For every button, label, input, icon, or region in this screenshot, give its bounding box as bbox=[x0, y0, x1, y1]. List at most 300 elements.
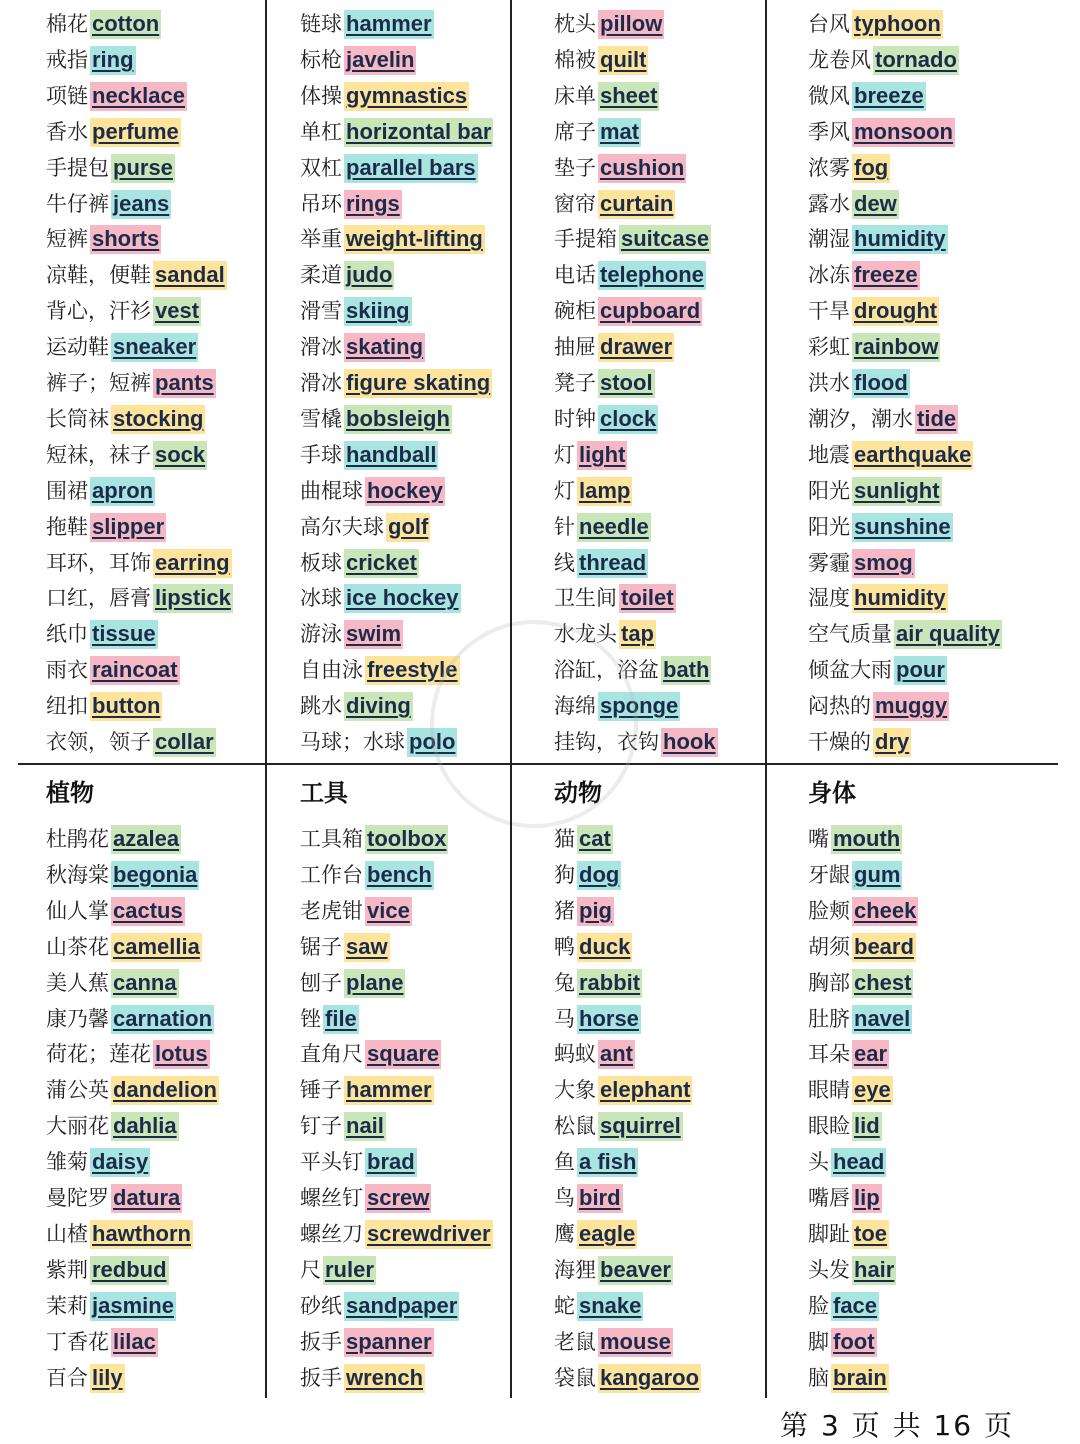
vocab-entry bbox=[300, 473, 445, 509]
english-term: hammer bbox=[344, 1076, 434, 1105]
chinese-term: 马 bbox=[554, 1006, 575, 1031]
chinese-term: 手提箱 bbox=[554, 227, 617, 252]
english-term: dew bbox=[852, 190, 899, 219]
vocab-entry bbox=[554, 1252, 673, 1288]
english-term: lotus bbox=[153, 1040, 210, 1069]
vocab-entry bbox=[554, 365, 655, 401]
english-term: pants bbox=[153, 369, 216, 398]
vocab-entry bbox=[46, 1108, 179, 1144]
chinese-term: 凉鞋，便鞋 bbox=[46, 263, 151, 288]
chinese-term: 杜鹃花 bbox=[46, 827, 109, 851]
chinese-term: 头 bbox=[808, 1150, 829, 1175]
chinese-term: 平头钉 bbox=[300, 1150, 363, 1175]
vocab-entry bbox=[300, 821, 448, 857]
vocab-entry bbox=[554, 6, 664, 42]
english-term: rainbow bbox=[852, 333, 940, 362]
chinese-term: 扳手 bbox=[300, 1329, 342, 1354]
chinese-term: 灯 bbox=[554, 442, 575, 467]
vocab-entry bbox=[554, 78, 659, 114]
chinese-term: 龙卷风 bbox=[808, 47, 871, 72]
vocab-entry bbox=[46, 857, 199, 893]
vocab-entry bbox=[46, 114, 181, 150]
vocab-entry bbox=[808, 221, 948, 257]
vocab-entry bbox=[808, 114, 955, 150]
vocab-entry bbox=[554, 401, 658, 437]
chinese-term: 香水 bbox=[46, 119, 88, 144]
vocab-entry bbox=[46, 821, 181, 857]
english-term: horse bbox=[577, 1005, 641, 1034]
vocab-entry bbox=[808, 1216, 889, 1252]
chinese-term: 口红，唇膏 bbox=[46, 586, 151, 611]
vocabulary-bottom-section bbox=[0, 765, 1080, 1400]
vocab-entry bbox=[554, 545, 648, 581]
vocab-entry bbox=[46, 1144, 150, 1180]
chinese-term: 螺丝钉 bbox=[300, 1186, 363, 1210]
chinese-term: 微风 bbox=[808, 83, 850, 108]
chinese-term: 狗 bbox=[554, 862, 575, 887]
chinese-term: 围裙 bbox=[46, 478, 88, 503]
chinese-term: 地震 bbox=[808, 442, 850, 467]
vocab-entry bbox=[554, 114, 641, 150]
english-term: cushion bbox=[598, 154, 686, 183]
chinese-term: 工具箱 bbox=[300, 827, 363, 851]
chinese-term: 柔道 bbox=[300, 263, 342, 288]
chinese-term: 冰球 bbox=[300, 586, 342, 611]
vocab-entry bbox=[46, 437, 207, 473]
vocab-entry bbox=[46, 1288, 176, 1324]
vocab-entry bbox=[808, 1252, 896, 1288]
english-term: screw bbox=[365, 1184, 431, 1213]
english-term: tap bbox=[619, 620, 656, 649]
chinese-term: 脸 bbox=[808, 1293, 829, 1318]
english-term: spanner bbox=[344, 1328, 434, 1357]
chinese-term: 阳光 bbox=[808, 514, 850, 539]
chinese-term: 仙人掌 bbox=[46, 898, 109, 923]
english-term: screwdriver bbox=[365, 1220, 493, 1249]
vocab-entry bbox=[554, 221, 711, 257]
vocab-entry bbox=[46, 221, 161, 257]
english-term: toe bbox=[852, 1220, 889, 1249]
chinese-term: 纽扣 bbox=[46, 694, 88, 719]
english-term: drawer bbox=[598, 333, 674, 362]
english-term: diving bbox=[344, 692, 413, 721]
english-term: squirrel bbox=[598, 1112, 683, 1141]
chinese-term: 眼睛 bbox=[808, 1078, 850, 1103]
vocab-entry bbox=[554, 1108, 683, 1144]
category-title: 动物 bbox=[554, 779, 602, 807]
english-term: smog bbox=[852, 549, 915, 578]
english-term: dandelion bbox=[111, 1076, 219, 1105]
vocab-entry bbox=[554, 857, 621, 893]
chinese-term: 双杠 bbox=[300, 155, 342, 180]
english-term: plane bbox=[344, 969, 405, 998]
vocab-entry bbox=[808, 616, 1002, 652]
vocab-entry bbox=[808, 857, 902, 893]
chinese-term: 肚脐 bbox=[808, 1006, 850, 1031]
english-term: lip bbox=[852, 1184, 882, 1213]
english-term: hair bbox=[852, 1256, 896, 1285]
chinese-term: 蛇 bbox=[554, 1293, 575, 1318]
chinese-term: 纸巾 bbox=[46, 622, 88, 647]
english-term: toolbox bbox=[365, 825, 448, 854]
english-term: snake bbox=[577, 1292, 643, 1321]
vocab-entry bbox=[46, 473, 155, 509]
english-term: tissue bbox=[90, 620, 158, 649]
english-term: elephant bbox=[598, 1076, 692, 1105]
english-term: weight-lifting bbox=[344, 225, 485, 254]
chinese-term: 棉花 bbox=[46, 12, 88, 36]
english-term: earthquake bbox=[852, 441, 973, 470]
english-term: gum bbox=[852, 861, 902, 890]
vocab-entry bbox=[808, 509, 953, 545]
chinese-term: 自由泳 bbox=[300, 658, 363, 683]
chinese-term: 鸭 bbox=[554, 934, 575, 959]
vocab-entry bbox=[554, 293, 702, 329]
vocab-entry bbox=[554, 580, 676, 616]
vocab-entry bbox=[808, 1288, 879, 1324]
vocab-entry bbox=[300, 1324, 434, 1360]
english-term: apron bbox=[90, 477, 155, 506]
chinese-term: 耳朵 bbox=[808, 1042, 850, 1067]
chinese-term: 胡须 bbox=[808, 934, 850, 959]
english-term: lamp bbox=[577, 477, 632, 506]
vocab-entry bbox=[300, 437, 438, 473]
vocab-entry bbox=[300, 329, 425, 365]
english-term: ant bbox=[598, 1040, 635, 1069]
vocab-entry bbox=[300, 509, 430, 545]
vocab-entry bbox=[46, 509, 166, 545]
english-term: jeans bbox=[111, 190, 171, 219]
bottom-column bbox=[526, 765, 780, 1400]
english-term: file bbox=[323, 1005, 359, 1034]
english-term: button bbox=[90, 692, 162, 721]
english-term: hammer bbox=[344, 10, 434, 39]
english-term: sneaker bbox=[111, 333, 198, 362]
chinese-term: 钉子 bbox=[300, 1114, 342, 1139]
chinese-term: 曲棍球 bbox=[300, 478, 363, 503]
chinese-term: 锯子 bbox=[300, 934, 342, 959]
vocab-entry bbox=[46, 401, 205, 437]
chinese-term: 干燥的 bbox=[808, 730, 871, 754]
english-term: lid bbox=[852, 1112, 882, 1141]
english-term: golf bbox=[386, 513, 430, 542]
chinese-term: 康乃馨 bbox=[46, 1006, 109, 1031]
english-term: light bbox=[577, 441, 627, 470]
english-term: muggy bbox=[873, 692, 949, 721]
chinese-term: 扳手 bbox=[300, 1365, 342, 1390]
chinese-term: 棉被 bbox=[554, 47, 596, 72]
chinese-term: 窗帘 bbox=[554, 191, 596, 216]
english-term: freeze bbox=[852, 261, 920, 290]
vocab-entry bbox=[554, 1001, 641, 1037]
vocab-entry bbox=[808, 1001, 912, 1037]
chinese-term: 海狸 bbox=[554, 1257, 596, 1282]
english-term: bath bbox=[661, 656, 711, 685]
column-divider bbox=[765, 0, 767, 764]
chinese-term: 脚趾 bbox=[808, 1221, 850, 1246]
english-term: gymnastics bbox=[344, 82, 469, 111]
english-term: navel bbox=[852, 1005, 912, 1034]
chinese-term: 尺 bbox=[300, 1257, 321, 1282]
chinese-term: 床单 bbox=[554, 83, 596, 108]
chinese-term: 垫子 bbox=[554, 155, 596, 180]
vocab-entry bbox=[554, 1144, 638, 1180]
category-title: 身体 bbox=[808, 779, 856, 807]
english-term: toilet bbox=[619, 584, 676, 613]
english-term: sandpaper bbox=[344, 1292, 459, 1321]
chinese-term: 马球；水球 bbox=[300, 730, 405, 754]
chinese-term: 刨子 bbox=[300, 970, 342, 995]
vocab-entry bbox=[300, 1144, 417, 1180]
vocab-entry bbox=[554, 329, 674, 365]
vocab-entry bbox=[300, 6, 434, 42]
vocab-entry bbox=[554, 473, 632, 509]
chinese-term: 浴缸，浴盆 bbox=[554, 658, 659, 683]
english-term: daisy bbox=[90, 1148, 150, 1177]
chinese-term: 短裤 bbox=[46, 227, 88, 252]
chinese-term: 潮湿 bbox=[808, 227, 850, 252]
chinese-term: 短袜，袜子 bbox=[46, 442, 151, 467]
vocab-entry bbox=[300, 893, 412, 929]
chinese-term: 猫 bbox=[554, 827, 575, 851]
vocab-entry bbox=[554, 1216, 637, 1252]
category-title: 工具 bbox=[300, 779, 348, 807]
chinese-term: 雨衣 bbox=[46, 658, 88, 683]
chinese-term: 游泳 bbox=[300, 622, 342, 647]
english-term: eagle bbox=[577, 1220, 637, 1249]
vocab-entry bbox=[46, 329, 198, 365]
vocab-entry bbox=[808, 580, 948, 616]
english-term: foot bbox=[831, 1328, 877, 1357]
english-term: earring bbox=[153, 549, 232, 578]
vocab-entry bbox=[46, 42, 136, 78]
chinese-term: 鸟 bbox=[554, 1186, 575, 1210]
column-divider bbox=[510, 765, 512, 1398]
chinese-term: 脚 bbox=[808, 1329, 829, 1354]
english-term: handball bbox=[344, 441, 438, 470]
chinese-term: 拖鞋 bbox=[46, 514, 88, 539]
vocab-entry bbox=[46, 929, 202, 965]
vocab-entry bbox=[554, 1324, 673, 1360]
chinese-term: 线 bbox=[554, 550, 575, 575]
chinese-term: 丁香花 bbox=[46, 1329, 109, 1354]
vocab-entry bbox=[46, 1180, 182, 1216]
english-term: dahlia bbox=[111, 1112, 179, 1141]
chinese-term: 标枪 bbox=[300, 47, 342, 72]
english-term: brain bbox=[831, 1364, 889, 1393]
vocab-entry bbox=[46, 545, 232, 581]
english-term: chest bbox=[852, 969, 913, 998]
chinese-term: 大象 bbox=[554, 1078, 596, 1103]
chinese-term: 空气质量 bbox=[808, 622, 892, 647]
bottom-column bbox=[780, 765, 1034, 1400]
english-term: typhoon bbox=[852, 10, 943, 39]
english-term: duck bbox=[577, 933, 632, 962]
vocab-entry bbox=[300, 1180, 431, 1216]
english-term: suitcase bbox=[619, 225, 711, 254]
chinese-term: 针 bbox=[554, 514, 575, 539]
vocab-entry bbox=[808, 965, 913, 1001]
category-title: 植物 bbox=[46, 779, 94, 807]
chinese-term: 眼睑 bbox=[808, 1114, 850, 1139]
english-term: needle bbox=[577, 513, 651, 542]
chinese-term: 单杠 bbox=[300, 119, 342, 144]
english-term: cheek bbox=[852, 897, 918, 926]
vocab-entry bbox=[46, 1072, 219, 1108]
chinese-term: 抽屉 bbox=[554, 335, 596, 360]
bottom-column bbox=[18, 765, 272, 1400]
english-term: curtain bbox=[598, 190, 675, 219]
english-term: cotton bbox=[90, 10, 161, 39]
vocab-entry bbox=[808, 724, 911, 760]
chinese-term: 季风 bbox=[808, 119, 850, 144]
chinese-term: 山楂 bbox=[46, 1221, 88, 1246]
english-term: redbud bbox=[90, 1256, 169, 1285]
english-term: skiing bbox=[344, 297, 412, 326]
english-term: tornado bbox=[873, 46, 959, 75]
vocab-entry bbox=[46, 257, 227, 293]
english-term: beard bbox=[852, 933, 916, 962]
chinese-term: 卫生间 bbox=[554, 586, 617, 611]
chinese-term: 袋鼠 bbox=[554, 1365, 596, 1390]
chinese-term: 板球 bbox=[300, 550, 342, 575]
english-term: hockey bbox=[365, 477, 445, 506]
english-term: datura bbox=[111, 1184, 182, 1213]
english-term: vice bbox=[365, 897, 412, 926]
chinese-term: 台风 bbox=[808, 12, 850, 36]
chinese-term: 工作台 bbox=[300, 862, 363, 887]
english-term: dog bbox=[577, 861, 621, 890]
english-term: kangaroo bbox=[598, 1364, 701, 1393]
chinese-term: 链球 bbox=[300, 12, 342, 36]
vocab-entry bbox=[300, 616, 403, 652]
top-column bbox=[780, 0, 1034, 765]
vocab-entry bbox=[554, 893, 614, 929]
vocab-entry bbox=[808, 1324, 877, 1360]
chinese-term: 砂纸 bbox=[300, 1293, 342, 1318]
chinese-term: 嘴唇 bbox=[808, 1186, 850, 1210]
watermark-seal bbox=[430, 620, 638, 828]
english-term: raincoat bbox=[90, 656, 180, 685]
vocab-entry bbox=[300, 688, 413, 724]
vocab-entry bbox=[808, 893, 918, 929]
chinese-term: 湿度 bbox=[808, 586, 850, 611]
bottom-column bbox=[272, 765, 526, 1400]
english-term: flood bbox=[852, 369, 910, 398]
vocab-entry bbox=[808, 821, 902, 857]
chinese-term: 直角尺 bbox=[300, 1042, 363, 1067]
chinese-term: 老虎钳 bbox=[300, 898, 363, 923]
vocab-entry bbox=[46, 688, 162, 724]
english-term: ice hockey bbox=[344, 584, 461, 613]
vocab-entry bbox=[808, 42, 959, 78]
vocab-entry bbox=[554, 965, 642, 1001]
english-term: bobsleigh bbox=[344, 405, 452, 434]
chinese-term: 背心，汗衫 bbox=[46, 299, 151, 324]
vocab-entry bbox=[46, 1252, 169, 1288]
chinese-term: 秋海棠 bbox=[46, 862, 109, 887]
chinese-term: 倾盆大雨 bbox=[808, 658, 892, 683]
chinese-term: 滑雪 bbox=[300, 299, 342, 324]
english-term: telephone bbox=[598, 261, 706, 290]
chinese-term: 雏菊 bbox=[46, 1150, 88, 1175]
chinese-term: 枕头 bbox=[554, 12, 596, 36]
vocab-entry bbox=[808, 1036, 889, 1072]
vocab-entry bbox=[300, 545, 419, 581]
english-term: bird bbox=[577, 1184, 623, 1213]
english-term: slipper bbox=[90, 513, 166, 542]
english-term: square bbox=[365, 1040, 441, 1069]
chinese-term: 跳水 bbox=[300, 694, 342, 719]
chinese-term: 曼陀罗 bbox=[46, 1186, 109, 1210]
vocab-entry bbox=[300, 1036, 441, 1072]
chinese-term: 牛仔裤 bbox=[46, 191, 109, 216]
vocab-entry bbox=[300, 1252, 376, 1288]
chinese-term: 冰冻 bbox=[808, 263, 850, 288]
vocab-entry bbox=[808, 6, 943, 42]
chinese-term: 荷花；莲花 bbox=[46, 1042, 151, 1067]
english-term: humidity bbox=[852, 225, 948, 254]
chinese-term: 阳光 bbox=[808, 478, 850, 503]
chinese-term: 大丽花 bbox=[46, 1114, 109, 1139]
vocab-entry bbox=[554, 257, 706, 293]
english-term: sponge bbox=[598, 692, 680, 721]
english-term: dry bbox=[873, 728, 911, 757]
english-term: mouth bbox=[831, 825, 902, 854]
chinese-term: 茉莉 bbox=[46, 1293, 88, 1318]
vocab-entry bbox=[808, 78, 926, 114]
english-term: sunlight bbox=[852, 477, 942, 506]
chinese-term: 运动鞋 bbox=[46, 335, 109, 360]
vocab-entry bbox=[300, 1072, 434, 1108]
english-term: camellia bbox=[111, 933, 202, 962]
chinese-term: 体操 bbox=[300, 83, 342, 108]
vocab-entry bbox=[808, 401, 958, 437]
chinese-term: 手提包 bbox=[46, 155, 109, 180]
english-term: figure skating bbox=[344, 369, 492, 398]
vocab-entry bbox=[46, 965, 179, 1001]
chinese-term: 嘴 bbox=[808, 827, 829, 851]
vocab-entry bbox=[808, 186, 899, 222]
english-term: cactus bbox=[111, 897, 185, 926]
vocab-entry bbox=[300, 1108, 386, 1144]
chinese-term: 吊环 bbox=[300, 191, 342, 216]
vocab-entry bbox=[808, 545, 915, 581]
vocab-entry bbox=[46, 186, 171, 222]
vocab-entry bbox=[300, 257, 394, 293]
english-term: purse bbox=[111, 154, 175, 183]
english-term: lilac bbox=[111, 1328, 158, 1357]
vocab-entry bbox=[46, 724, 216, 760]
vocab-entry bbox=[46, 150, 175, 186]
vocab-entry bbox=[554, 437, 627, 473]
english-term: mouse bbox=[598, 1328, 673, 1357]
english-term: fog bbox=[852, 154, 890, 183]
english-term: sock bbox=[153, 441, 207, 470]
chinese-term: 脸颊 bbox=[808, 898, 850, 923]
chinese-term: 衣领，领子 bbox=[46, 730, 151, 754]
vocab-entry bbox=[808, 1072, 893, 1108]
chinese-term: 美人蕉 bbox=[46, 970, 109, 995]
column-divider bbox=[510, 0, 512, 764]
vocab-entry bbox=[46, 580, 233, 616]
chinese-term: 高尔夫球 bbox=[300, 514, 384, 539]
chinese-term: 锉 bbox=[300, 1006, 321, 1031]
vocab-entry bbox=[46, 1216, 193, 1252]
vocab-entry bbox=[300, 42, 416, 78]
chinese-term: 浓雾 bbox=[808, 155, 850, 180]
vocab-entry bbox=[300, 78, 469, 114]
